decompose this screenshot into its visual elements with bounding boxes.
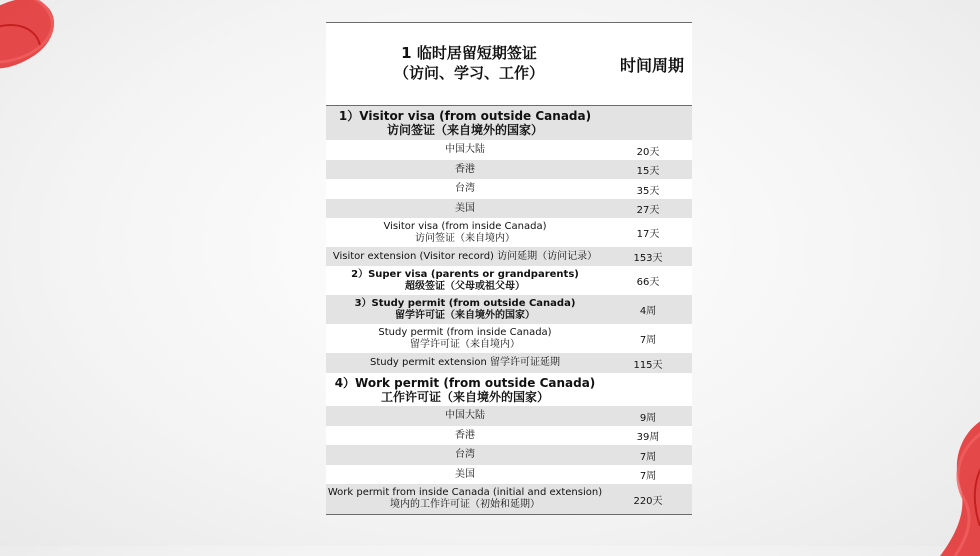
row-value: 153天	[633, 253, 663, 264]
row-value: 66天	[636, 277, 660, 288]
table-row	[326, 484, 692, 514]
table-row	[326, 445, 692, 465]
row-value: 7周	[639, 451, 657, 463]
row-label: Visitor visa (from inside Canada)	[383, 220, 547, 232]
row-value: 7周	[639, 335, 657, 346]
row-label: 香港	[455, 163, 475, 175]
table-title	[326, 43, 612, 83]
table-row	[326, 160, 692, 179]
table-row	[326, 324, 692, 353]
row-label-cn: 留学许可证（来自境外的国家）	[395, 309, 535, 321]
section-subtitle: 工作许可证（来自境外的国家）	[380, 389, 549, 404]
red-ribbon-decoration-top-left	[0, 0, 70, 80]
table-row	[326, 199, 692, 218]
row-value: 35天	[636, 185, 660, 197]
period-column-header: 时间周期	[619, 56, 684, 75]
section-header-work	[326, 373, 692, 406]
row-label: 2）Super visa (parents or grandparents)	[351, 268, 579, 280]
row-value: 115天	[633, 359, 663, 371]
title-line-2: （访问、学习、工作）	[393, 64, 544, 82]
table-row	[326, 140, 692, 160]
row-value: 7周	[639, 471, 657, 482]
table-row	[326, 465, 692, 484]
row-label-cn: 超级签证（父母或祖父母）	[405, 280, 525, 292]
section-title: 1）Visitor visa (from outside Canada)	[338, 109, 592, 123]
row-value: 39周	[636, 432, 660, 443]
section-title: 4）Work permit (from outside Canada)	[334, 375, 596, 390]
row-label: 香港	[455, 429, 475, 441]
table-header	[326, 23, 692, 106]
row-label-cn: 访问签证（来自境内）	[415, 232, 515, 244]
section-subtitle: 访问签证（来自境外的国家）	[386, 123, 543, 137]
row-label: 台湾	[455, 183, 475, 194]
row-value: 15天	[636, 166, 660, 177]
table-row	[326, 266, 692, 295]
row-label-cn: 境内的工作许可证（初始和延期）	[390, 499, 540, 510]
row-value: 220天	[633, 495, 663, 507]
red-ribbon-decoration-bottom-right	[920, 416, 980, 556]
table-row	[326, 218, 692, 247]
row-label: 中国大陆	[445, 144, 485, 155]
row-label-cn: 留学许可证（来自境内）	[410, 338, 520, 350]
row-value: 20天	[636, 146, 660, 158]
row-value: 17天	[636, 229, 660, 240]
table-row	[326, 406, 692, 426]
table-row	[326, 179, 692, 199]
table-row	[326, 426, 692, 445]
row-label: 3）Study permit (from outside Canada)	[354, 297, 576, 309]
table-row	[326, 353, 692, 373]
row-label: Study permit (from inside Canada)	[378, 326, 552, 338]
row-value: 27天	[636, 205, 660, 216]
row-value: 9周	[639, 412, 657, 424]
row-label: Work permit from inside Canada (initial and extension)	[327, 487, 603, 498]
table-row	[326, 247, 692, 266]
title-line-1: 1 临时居留短期签证	[401, 44, 537, 62]
row-label: 美国	[455, 468, 475, 480]
row-label: 美国	[455, 202, 475, 214]
row-label: 中国大陆	[445, 410, 485, 421]
visa-processing-time-table	[326, 22, 692, 515]
row-label: Study permit extension 留学许可证延期	[369, 357, 561, 368]
section-header-visitor	[326, 106, 692, 140]
row-value: 4周	[639, 306, 657, 317]
table-row	[326, 295, 692, 324]
row-label: 台湾	[455, 449, 475, 460]
row-label: Visitor extension (Visitor record) 访问延期（访问记录）	[332, 250, 598, 262]
